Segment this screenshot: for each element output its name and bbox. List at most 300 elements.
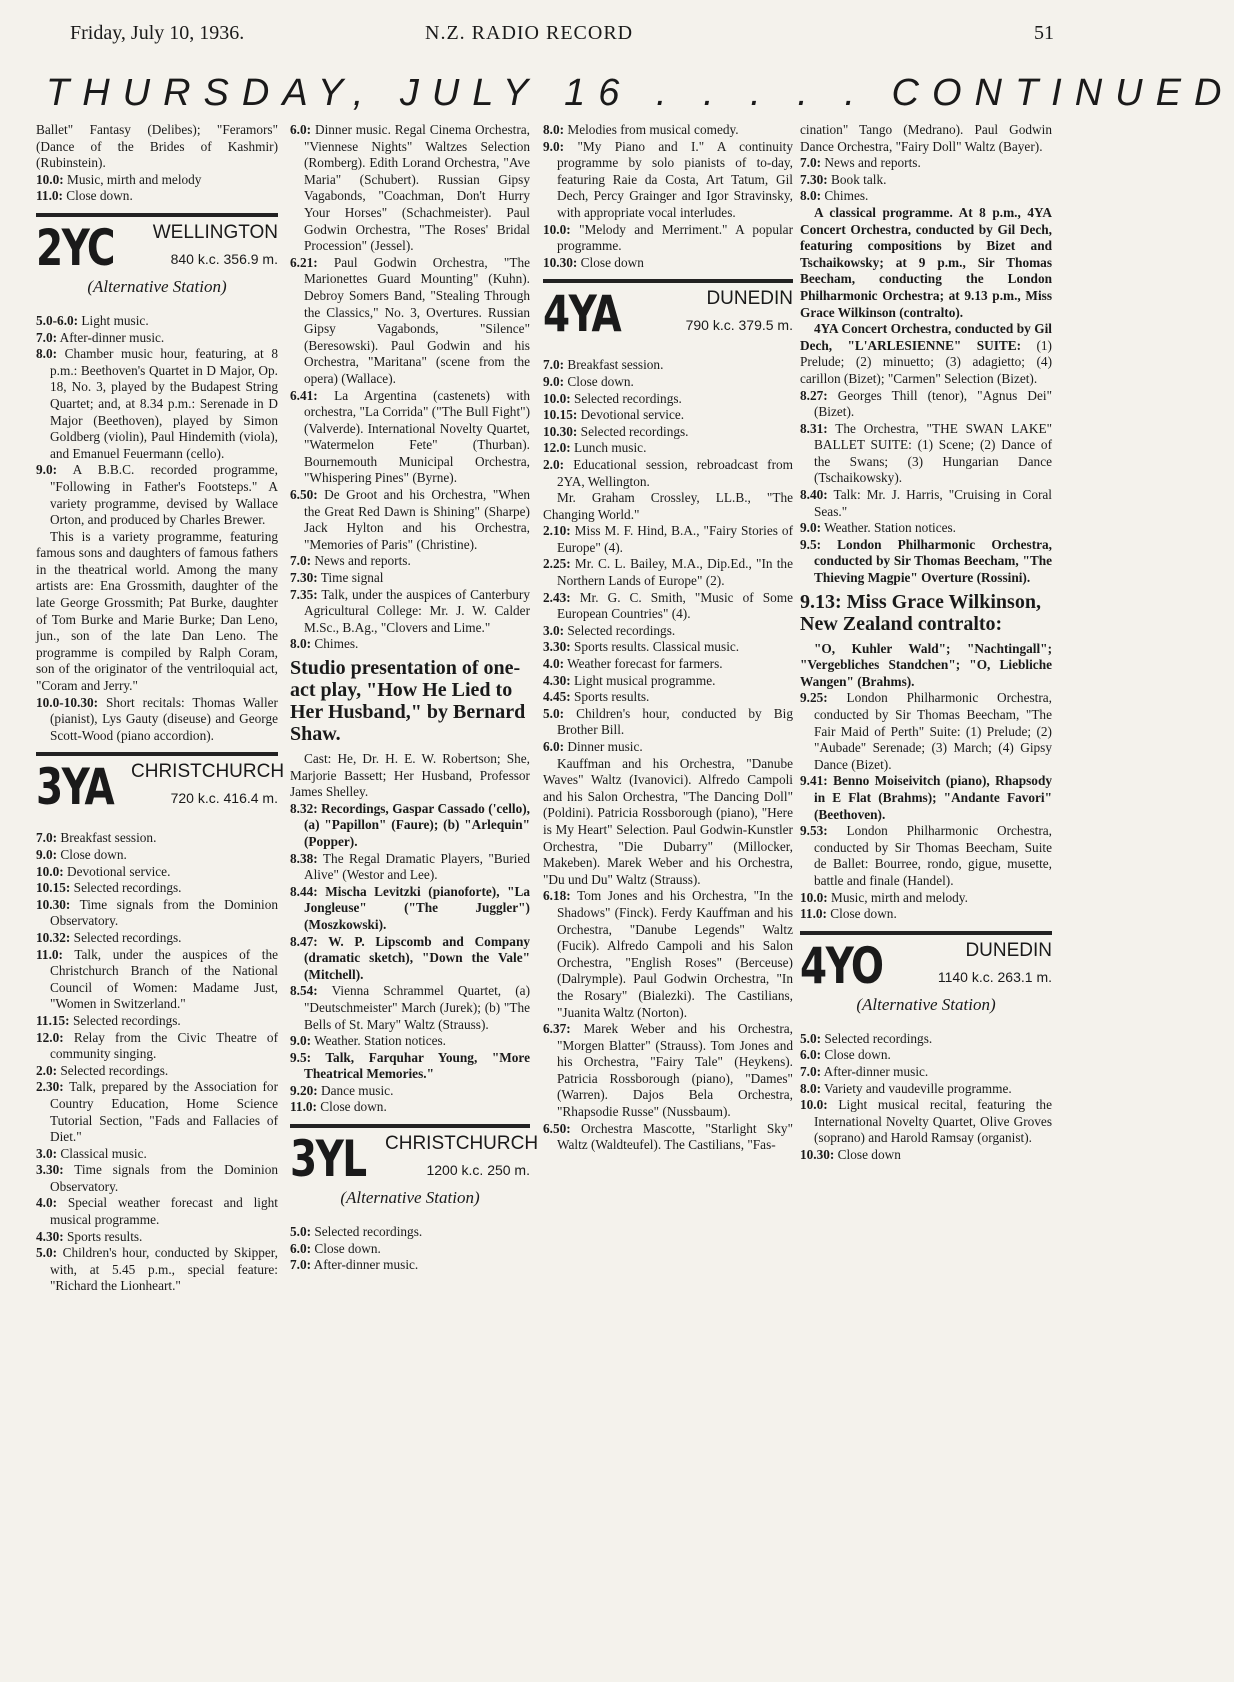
schedule-entry bbox=[290, 1049, 530, 1083]
entry-time: 9.41: bbox=[800, 773, 828, 789]
entry-text: Miss M. F. Hind, B.A., "Fairy Stories of Europe" (4). bbox=[557, 523, 793, 555]
entry-time: 10.30: bbox=[543, 423, 578, 439]
entry-text: After-dinner music. bbox=[57, 329, 165, 345]
entry-text-detail: Bourree, rondo, gigue, musette, battle and finale (Handel). bbox=[814, 856, 1052, 888]
schedule-list bbox=[290, 1224, 530, 1274]
entry-text: The Regal Dramatic Players, "Buried Alive" (Westor and Lee). bbox=[304, 850, 530, 883]
entry-time: 8.44: bbox=[290, 883, 318, 899]
entry-text: De Groot and his Orchestra, "When the Great Red Dawn is Shining" (Sharpe) Jack Hylton and his Orchestra, "Memories of Paris" (Christine). bbox=[304, 487, 530, 552]
schedule-entry bbox=[543, 523, 793, 556]
entry-text: Chimes. bbox=[311, 636, 359, 652]
schedule-entry bbox=[290, 933, 530, 984]
schedule-list bbox=[36, 695, 278, 745]
station-alt-label: (Alternative Station) bbox=[87, 276, 227, 296]
station-frequency: 720 k.c. 416.4 m. bbox=[170, 790, 278, 807]
entry-text: Lunch music. bbox=[570, 440, 647, 456]
entry-time: 10.0: bbox=[800, 889, 828, 905]
station-4ya-header bbox=[543, 279, 793, 351]
station-call-sign: 2YC bbox=[36, 218, 114, 277]
station-frequency: 790 k.c. 379.5 m. bbox=[685, 317, 793, 334]
entry-text: Selected recordings. bbox=[311, 1224, 423, 1240]
schedule-entry bbox=[36, 929, 278, 947]
entry-time: 9.0: bbox=[36, 847, 58, 862]
schedule-entry bbox=[800, 823, 1052, 889]
schedule-entry bbox=[36, 122, 278, 172]
schedule-entry bbox=[36, 171, 278, 189]
schedule-entry bbox=[543, 689, 793, 706]
station-city: DUNEDIN bbox=[706, 288, 793, 310]
entry-text: After-dinner music. bbox=[821, 1063, 929, 1079]
schedule-entry bbox=[800, 520, 1052, 537]
entry-text: Dinner music. Regal Cinema Orchestra, "Viennese Nights" Waltzes Selection (Romberg). Edith Lorand Orchestra, "Ave Maria" (Schubert). Russian Gipsy Vagabonds, "Coachman, Don't Hurry Your Horses" (Schachmeister). Paul Godwin Orchestra, "The Roses' Bridal Procession" (Jessel). bbox=[304, 122, 530, 254]
schedule-entry bbox=[543, 254, 793, 272]
station-alt-label: (Alternative Station) bbox=[340, 1188, 480, 1208]
entry-text: Breakfast session. bbox=[564, 357, 664, 373]
entry-text: Melodies from musical comedy. bbox=[564, 122, 739, 137]
schedule-entry bbox=[543, 739, 793, 756]
schedule-entry bbox=[36, 1062, 278, 1080]
entry-text: W. P. Lipscomb and Company (dramatic sketch), "Down the Vale" (Mitchell). bbox=[304, 933, 530, 982]
entry-time: 4.45: bbox=[543, 689, 571, 705]
station-alt-label: (Alternative Station) bbox=[856, 994, 996, 1014]
schedule-entry bbox=[543, 1021, 793, 1121]
entry-time: 5.0: bbox=[290, 1224, 312, 1240]
entry-text: Talk: Mr. J. Harris, "Cruising in Coral Seas." bbox=[814, 487, 1052, 519]
continued-text: cination" Tango (Medrano). Paul Godwin Dance Orchestra, "Fairy Doll" Waltz (Bayer). bbox=[800, 122, 1052, 154]
schedule-entry bbox=[36, 694, 278, 745]
entry-text: Close down bbox=[577, 254, 644, 270]
entry-text: Talk, Farquhar Young, "More Theatrical Memories." bbox=[304, 1049, 530, 1082]
entry-text: Light musical programme. bbox=[570, 672, 716, 688]
entry-time: 10.0: bbox=[800, 1097, 828, 1113]
schedule-entry bbox=[543, 221, 793, 255]
schedule-entry bbox=[290, 800, 530, 851]
schedule-entry bbox=[800, 1097, 1052, 1147]
entry-text: Benno Moiseivitch (piano), Rhapsody in E Flat (Brahms); "Andante Favori" (Beethoven). bbox=[814, 773, 1052, 822]
entry-time: 9.5: bbox=[800, 536, 822, 552]
entry-time: 9.0: bbox=[543, 138, 565, 154]
schedule-entry bbox=[290, 387, 530, 488]
entry-text: Close down bbox=[834, 1146, 901, 1162]
entry-time: 9.25: bbox=[800, 690, 828, 706]
entry-time: 8.27: bbox=[800, 387, 828, 403]
entry-time: 10.30: bbox=[543, 254, 578, 270]
entry-time: 9.53: bbox=[800, 823, 828, 839]
schedule-entry bbox=[36, 1145, 278, 1163]
entry-time: 2.25: bbox=[543, 556, 571, 572]
entry-text: Weather. Station notices. bbox=[821, 520, 957, 536]
entry-text: Children's hour, conducted by Skipper, with, at 5.45 p.m., special feature: "Richard the Lionheart." bbox=[50, 1245, 278, 1294]
station-city: CHRISTCHURCH bbox=[131, 761, 285, 783]
entry-text: Light music. bbox=[78, 312, 149, 328]
station-4yo-header bbox=[800, 931, 1052, 1025]
entry-text: London Philharmonic Orchestra, conducted by Sir Thomas Beecham, Suite de Ballet: bbox=[814, 823, 1052, 872]
entry-time: 11.0: bbox=[36, 188, 63, 204]
schedule-entry bbox=[290, 1082, 530, 1100]
entry-text: "Melody and Merriment." A popular programme. bbox=[557, 221, 793, 254]
entry-text: News and reports. bbox=[311, 553, 411, 569]
entry-time: 9.5: bbox=[290, 1049, 312, 1065]
entry-text: Close down. bbox=[311, 1240, 381, 1256]
schedule-entry bbox=[290, 254, 530, 388]
entry-time: 2.0: bbox=[543, 456, 565, 472]
entry-text: Selected recordings. bbox=[69, 1012, 181, 1028]
entry-time: 6.18: bbox=[543, 888, 571, 904]
schedule-entry bbox=[36, 1079, 278, 1145]
entry-time: 8.32: bbox=[290, 800, 318, 816]
entry-time: 8.0: bbox=[800, 1080, 822, 1096]
station-city: DUNEDIN bbox=[965, 939, 1052, 961]
entry-text: After-dinner music. bbox=[311, 1257, 419, 1273]
issue-date: Friday, July 10, 1936. bbox=[70, 22, 245, 44]
schedule-entry bbox=[290, 570, 530, 587]
schedule-entry bbox=[800, 1080, 1052, 1098]
entry-time: 8.38: bbox=[290, 850, 318, 866]
dinner-music-list: Kauffman and his Orchestra, "Danube Waves" Waltz (Ivanovici). Alfredo Campoli and his Salon Orchestra, "The Dancing Doll" (Poldini). Patricia Rossborough (piano), "Here is My Heart" Selection. Paul Godwin-Kunstler Orchestra, "Die Dubarry" (Millocker, Makeben). Marek Weber and his Orchestra, "Du und Du" Waltz (Strauss). bbox=[543, 755, 793, 887]
schedule-list bbox=[543, 888, 793, 1154]
entry-text: Educational session, rebroadcast from 2YA, Wellington. bbox=[557, 456, 793, 489]
entry-text: "My Piano and I." A continuity programme by solo pianists of to-day, featuring Raie da Costa, Art Tatum, Gil Dech, Percy Grainger and Igor Stravinsky, with appropriate vocal interludes. bbox=[557, 138, 793, 220]
entry-text: Time signals from the Dominion Observatory. bbox=[50, 1162, 278, 1194]
schedule-entry bbox=[36, 946, 278, 1013]
entry-time: 6.50: bbox=[290, 487, 318, 503]
feature-headline: 9.13: Miss Grace Wilkinson, New Zealand contralto: bbox=[800, 590, 1041, 635]
entry-time: 10.30: bbox=[36, 896, 71, 912]
entry-text: Relay from the Civic Theatre of community singing. bbox=[50, 1029, 278, 1062]
station-3yl-header bbox=[290, 1124, 539, 1218]
entry-time: 8.0: bbox=[36, 346, 58, 362]
song-list: "O, Kuhler Wald"; "Nachtingall"; "Vergebliches Standchen"; "O, Liebliche Wangen" (Brahms). bbox=[800, 640, 1052, 689]
entry-text: Book talk. bbox=[827, 171, 887, 187]
schedule-entry bbox=[290, 487, 530, 553]
schedule-entry bbox=[36, 188, 278, 205]
entry-time: 10.0: bbox=[36, 863, 64, 879]
talk-description: Mr. Graham Crossley, LL.B., "The Changing World." bbox=[543, 490, 793, 522]
station-2yc-header bbox=[36, 213, 278, 307]
schedule-list bbox=[800, 690, 1052, 922]
schedule-entry bbox=[800, 773, 1052, 823]
entry-time: 10.32: bbox=[36, 929, 71, 945]
schedule-entry bbox=[543, 656, 793, 673]
schedule-entry bbox=[290, 1033, 530, 1050]
schedule-list bbox=[290, 801, 530, 1116]
page-number: 51 bbox=[1034, 22, 1054, 44]
entry-time: 10.0: bbox=[543, 221, 571, 237]
schedule-entry bbox=[800, 1030, 1052, 1048]
column-2 bbox=[290, 122, 539, 1274]
entry-time: 6.21: bbox=[290, 254, 318, 270]
schedule-list bbox=[36, 830, 278, 1295]
entry-time: 5.0-6.0: bbox=[36, 312, 79, 328]
schedule-entry bbox=[290, 883, 530, 934]
entry-text: Selected recordings. bbox=[70, 880, 182, 896]
arlesienne-heading: 4YA Concert Orchestra, conducted by Gil Dech, "L'ARLESIENNE" SUITE: bbox=[800, 321, 1052, 353]
entry-time: 9.0: bbox=[800, 520, 822, 536]
entry-text: La Argentina (castenets) with orchestra, "La Corrida" ("The Bull Fight") (Valverde). International Novelty Quartet, "Watermelon Fete" (Thurban). Bournemouth Municipal Orchestra, "Whispering Pines" (Byrne). bbox=[304, 387, 530, 486]
entry-text: Chimes. bbox=[821, 188, 869, 204]
schedule-entry bbox=[36, 847, 278, 864]
schedule-entry bbox=[290, 850, 530, 884]
schedule-entry bbox=[543, 1120, 793, 1154]
station-call-sign: 3YL bbox=[290, 1130, 366, 1189]
schedule-list bbox=[800, 388, 1052, 587]
schedule-entry bbox=[543, 390, 793, 408]
schedule-list bbox=[800, 1031, 1052, 1164]
entry-time: 8.47: bbox=[290, 933, 318, 949]
schedule-entry bbox=[543, 407, 793, 424]
entry-time: 11.0: bbox=[290, 1099, 317, 1115]
entry-text: Talk, prepared by the Association for Country Education, Home Science Tutorial Section, "Fads and Fallacies of Diet." bbox=[50, 1079, 278, 1145]
schedule-entry bbox=[800, 188, 1052, 205]
entry-text: Close down. bbox=[564, 373, 634, 389]
entry-time: 5.0: bbox=[800, 1030, 822, 1046]
entry-time: 2.43: bbox=[543, 589, 571, 605]
schedule-entry bbox=[36, 863, 278, 881]
entry-text: Selected recordings. bbox=[57, 1062, 169, 1078]
column-3 bbox=[543, 122, 793, 1154]
schedule-entry bbox=[290, 1240, 530, 1258]
schedule-entry bbox=[543, 357, 793, 374]
entry-text: Devotional service. bbox=[63, 863, 171, 879]
feature-headline: Studio presentation of one-act play, "How He Lied to Her Husband," by Bernard Shaw. bbox=[290, 657, 526, 745]
entry-time: 4.30: bbox=[543, 672, 571, 688]
entry-time: 11.15: bbox=[36, 1012, 70, 1028]
schedule-entry bbox=[36, 462, 278, 528]
schedule-entry bbox=[36, 896, 278, 930]
entry-text: Close down. bbox=[316, 1099, 387, 1115]
entry-time: 7.30: bbox=[800, 171, 828, 187]
entry-time: 4.0: bbox=[36, 1195, 58, 1211]
schedule-entry bbox=[800, 387, 1052, 421]
schedule-entry bbox=[290, 1257, 530, 1274]
schedule-entry bbox=[290, 122, 530, 255]
entry-text: Mr. C. L. Bailey, M.A., Dip.Ed., "In the Northern Lands of Europe" (2). bbox=[557, 556, 793, 589]
schedule-entry bbox=[290, 636, 530, 653]
schedule-entry bbox=[36, 329, 278, 347]
entry-time: 8.0: bbox=[543, 122, 565, 137]
entry-time: 2.10: bbox=[543, 523, 571, 539]
station-frequency: 1200 k.c. 250 m. bbox=[426, 1162, 530, 1179]
schedule-entry bbox=[800, 171, 1052, 189]
entry-time: 7.0: bbox=[800, 1063, 822, 1079]
schedule-entry bbox=[290, 983, 530, 1033]
entry-text: Breakfast session. bbox=[57, 830, 157, 846]
station-call-sign: 4YO bbox=[800, 936, 883, 995]
entry-text: Marek Weber and his Orchestra, "Morgen Blatter" (Strauss). Tom Jones and his Orchestra, "Fairy Tale" (Heykens). Patricia Rossborough (piano), "Dames" (Warren). Dajos Bela Orchestra, "Rhapsodie Russe" (Nussbaum). bbox=[557, 1021, 793, 1120]
entry-time: 7.0: bbox=[36, 329, 58, 345]
entry-text: Selected recordings. bbox=[577, 423, 689, 439]
entry-text: Mischa Levitzki (pianoforte), "La Jongleuse" ("The Juggler") (Moszkowski). bbox=[304, 883, 530, 932]
entry-time: 7.35: bbox=[290, 586, 318, 602]
entry-text: Music, mirth and melody. bbox=[827, 889, 968, 905]
schedule-entry bbox=[800, 906, 1052, 923]
entry-text: Special weather forecast and light musical programme. bbox=[50, 1195, 278, 1228]
entry-text: Variety and vaudeville programme. bbox=[821, 1080, 1012, 1096]
entry-text: Mr. G. C. Smith, "Music of Some European Countries" (4). bbox=[557, 589, 793, 622]
schedule-entry bbox=[800, 1146, 1052, 1164]
entry-time: 9.0: bbox=[36, 462, 58, 478]
programme-description: This is a variety programme, featuring famous sons and daughters of famous fathers in the theatrical world. Among the many artists are: Ena Grossmith, daughter of the late George Grossmith; Pat Burke, daughter of Tom Burke and Marie Burke; Dan Leno, jun., son of the late Dan Leno. The programme is compiled by Ralph Coram, son of the originator of the ventriloquial act, "Coram and Jerry." bbox=[36, 528, 278, 694]
entry-text: Music, mirth and melody bbox=[63, 171, 202, 187]
entry-time: 2.30: bbox=[36, 1079, 64, 1095]
schedule-entry bbox=[800, 487, 1052, 520]
schedule-entry bbox=[290, 586, 530, 637]
entry-time: 6.0: bbox=[800, 1047, 822, 1063]
entry-text: Recordings, Gaspar Cassado ('cello), (a) "Papillon" (Faure); (b) "Arlequin" (Popper). bbox=[304, 800, 530, 849]
schedule-entry bbox=[800, 1063, 1052, 1081]
day-banner: THURSDAY, JULY 16 . . . . . CONTINUED bbox=[46, 72, 1234, 114]
entry-time: 8.40: bbox=[800, 487, 828, 503]
entry-time: 10.0-10.30: bbox=[36, 694, 99, 710]
schedule-list bbox=[290, 122, 530, 653]
entry-text: Tom Jones and his Orchestra, "In the Shadows" (Finck). Ferdy Kauffman and his Orchestra, "Danube Legends" Waltz (Fucik). Alfredo Campoli and his Salon Orchestra, "English Roses" (Berceuse) (Dalrymple). Paul Godwin Orchestra, "In the Rosary" (Bialezki). The Castilians, "Juanita Waltz (Norton). bbox=[557, 888, 793, 1020]
entry-time: 9.20: bbox=[290, 1082, 318, 1098]
schedule-entry bbox=[36, 1012, 278, 1030]
schedule-entry bbox=[543, 373, 793, 391]
entry-time: 10.15: bbox=[36, 880, 71, 896]
entry-text: Selected recordings. bbox=[821, 1030, 933, 1046]
entry-time: 10.0: bbox=[36, 171, 64, 187]
schedule-entry bbox=[543, 122, 793, 139]
station-3ya-header bbox=[36, 752, 285, 824]
schedule-entry bbox=[543, 440, 793, 457]
schedule-list bbox=[800, 155, 1052, 205]
entry-text: Light musical recital, featuring the International Novelty Quartet, Olive Groves (soprano) and Harold Ramsay (organist). bbox=[814, 1097, 1052, 1146]
entry-text: London Philharmonic Orchestra, conducted by Sir Thomas Beecham, "The Thieving Magpie" Overture (Rossini). bbox=[814, 536, 1052, 586]
arlesienne-detail: (1) Prelude; (2) minuetto; (3) adagietto; (4) carillon (Bizet); "Carmen" Selection (Bizet). bbox=[800, 337, 1052, 386]
entry-time: 7.0: bbox=[290, 1257, 312, 1273]
schedule-entry bbox=[543, 622, 793, 640]
entry-time: 6.0: bbox=[543, 739, 565, 754]
schedule-entry bbox=[36, 1029, 278, 1063]
schedule-entry bbox=[36, 312, 278, 330]
entry-time: 2.0: bbox=[36, 1062, 58, 1078]
entry-text: Orchestra Mascotte, "Starlight Sky" Waltz (Waldteufel). The Castilians, "Fas- bbox=[557, 1120, 793, 1153]
schedule-entry bbox=[36, 1228, 278, 1246]
schedule-entry bbox=[543, 639, 793, 656]
entry-text: Close down. bbox=[821, 1047, 891, 1063]
schedule-entry bbox=[543, 672, 793, 690]
entry-time: 5.0: bbox=[36, 1245, 58, 1261]
entry-text: Dinner music. bbox=[564, 739, 643, 754]
entry-text: Dance music. bbox=[317, 1082, 394, 1098]
station-call-sign: 3YA bbox=[36, 758, 114, 817]
entry-time: 3.30: bbox=[36, 1162, 64, 1178]
schedule-list bbox=[543, 122, 793, 271]
entry-text: News and reports. bbox=[821, 155, 921, 171]
entry-time: 12.0: bbox=[36, 1029, 64, 1045]
schedule-entry bbox=[800, 420, 1052, 487]
schedule-entry bbox=[543, 888, 793, 1021]
entry-time: 6.41: bbox=[290, 387, 318, 403]
schedule-entry bbox=[543, 456, 793, 490]
schedule-entry bbox=[543, 138, 793, 222]
entry-time: 3.0: bbox=[36, 1145, 58, 1161]
entry-text-detail: (1) Scene; (2) Dance of the Swans; (3) Hungarian Dance (Tschaikowsky). bbox=[814, 437, 1052, 486]
entry-text: Close down. bbox=[826, 906, 897, 922]
entry-text: A B.B.C. recorded programme, "Following in Father's Footsteps." A variety programme, devised by Wallace Orton, and produced by Charles Brewer. bbox=[50, 462, 278, 528]
schedule-entry bbox=[543, 423, 793, 441]
entry-time: 7.30: bbox=[290, 570, 318, 586]
entry-text: Selected recordings. bbox=[570, 390, 682, 406]
publication-title: N.Z. RADIO RECORD bbox=[425, 22, 634, 44]
entry-time: 5.0: bbox=[543, 705, 565, 721]
entry-text: Weather. Station notices. bbox=[311, 1033, 447, 1049]
entry-time: 9.0: bbox=[290, 1033, 312, 1049]
entry-time: 8.31: bbox=[800, 420, 828, 436]
schedule-entry bbox=[290, 1224, 530, 1241]
station-city: WELLINGTON bbox=[152, 221, 278, 243]
schedule-entry bbox=[36, 1162, 278, 1195]
entry-time: 12.0: bbox=[543, 440, 571, 456]
entry-time: 10.0: bbox=[543, 390, 571, 406]
entry-text: Classical music. bbox=[57, 1145, 147, 1161]
entry-text: London Philharmonic Orchestra, conducted by Sir Thomas Beecham, bbox=[814, 690, 1052, 722]
entry-text: Short recitals: Thomas Waller (pianist), Lys Gauty (diseuse) and George Scott-Wood (piano accordion). bbox=[50, 694, 278, 743]
entry-time: 3.30: bbox=[543, 639, 571, 655]
entry-text: Chamber music hour, featuring, at 8 p.m.: Beethoven's Quartet in D Major, Op. 18, No. 3, played by the Budapest String Quartet; and, at 8.34 p.m.: Serenade in D Major (Beethoven), played by Simon Goldberg (violin), Paul Hindemith (viola), and Emanuel Feuermann (cello). bbox=[50, 346, 278, 461]
entry-time: 7.0: bbox=[543, 357, 565, 373]
schedule-list bbox=[543, 523, 793, 755]
entry-text: Selected recordings. bbox=[564, 622, 676, 638]
station-frequency: 840 k.c. 356.9 m. bbox=[170, 250, 278, 267]
entry-text: Weather forecast for farmers. bbox=[564, 656, 723, 672]
entry-text: Time signals from the Dominion Observatory. bbox=[50, 896, 278, 929]
entry-time: 8.0: bbox=[290, 636, 312, 652]
entry-text: Selected recordings. bbox=[70, 929, 182, 945]
schedule-entry bbox=[543, 705, 793, 739]
schedule-entry bbox=[543, 589, 793, 623]
entry-text-detail: "The Fair Maid of Perth" Suite: (1) Prelude; (2) "Aubade" Serenade; (3) March; (4) Gipsy Dance (Bizet). bbox=[814, 707, 1052, 772]
schedule-list bbox=[543, 357, 793, 490]
entry-text: Talk, under the auspices of the Christchurch Branch of the National Council of Women: Madame Just, "Women in Switzerland." bbox=[50, 946, 278, 1012]
cast-list: Cast: He, Dr. H. E. W. Robertson; She, Marjorie Bassett; Her Husband, Professor James Shelley. bbox=[290, 751, 530, 800]
entry-text: Paul Godwin Orchestra, "The Marionettes Guard Mounting" (Kuhn). Debroy Somers Band, "Stealing Through the Classics," No. 3, Overtures. Russian Gipsy Vagabonds, "Silence" (Beresowski). Paul Godwin and his Orchestra, "Maritana" (scene from the opera) (Wallace). bbox=[304, 254, 530, 386]
schedule-entry bbox=[36, 1245, 278, 1295]
entry-time: 9.0: bbox=[543, 373, 565, 389]
station-city: CHRISTCHURCH bbox=[385, 1133, 539, 1155]
entry-time: 7.0: bbox=[800, 155, 822, 171]
entry-time: 11.0: bbox=[800, 906, 827, 922]
entry-time: 10.15: bbox=[543, 407, 578, 423]
schedule-list bbox=[36, 122, 278, 205]
entry-time: 4.30: bbox=[36, 1228, 64, 1244]
entry-text: Sports results. Classical music. bbox=[570, 639, 740, 655]
entry-text: The Orchestra, "THE SWAN LAKE" BALLET SUITE: bbox=[814, 420, 1052, 453]
entry-time: 8.0: bbox=[800, 188, 822, 204]
entry-text: Close down. bbox=[57, 847, 127, 862]
schedule-entry bbox=[290, 553, 530, 570]
entry-time: 7.0: bbox=[290, 553, 312, 569]
entry-text: Children's hour, conducted by Big Brother Bill. bbox=[557, 705, 793, 738]
schedule-entry bbox=[800, 889, 1052, 907]
entry-text: Devotional service. bbox=[577, 407, 685, 423]
column-4 bbox=[800, 122, 1052, 1163]
station-call-sign: 4YA bbox=[543, 285, 621, 344]
classical-programme-intro: A classical programme. At 8 p.m., 4YA Concert Orchestra, conducted by Gil Dech, featuring compositions by Bizet and Tschaikowsky; at 9 p.m., Sir Thomas Beecham, conducting the London Philharmonic Orchestra; at 9.13 p.m., Miss Grace Wilkinson (contralto). bbox=[800, 204, 1052, 320]
schedule-entry bbox=[36, 830, 278, 847]
schedule-entry bbox=[36, 346, 278, 462]
station-frequency: 1140 k.c. 263.1 m. bbox=[937, 968, 1052, 985]
schedule-entry bbox=[800, 690, 1052, 773]
entry-time: 11.0: bbox=[36, 946, 63, 962]
schedule-entry bbox=[290, 1099, 530, 1116]
entry-text: Sports results. bbox=[570, 689, 650, 705]
column-1 bbox=[36, 122, 285, 1295]
entry-time: 6.37: bbox=[543, 1021, 571, 1037]
entry-text: Vienna Schrammel Quartet, (a) "Deutschmeister" March (Jurek); (b) "The Bells of St. Mary" Waltz (Strauss). bbox=[304, 983, 530, 1032]
schedule-entry bbox=[800, 155, 1052, 172]
